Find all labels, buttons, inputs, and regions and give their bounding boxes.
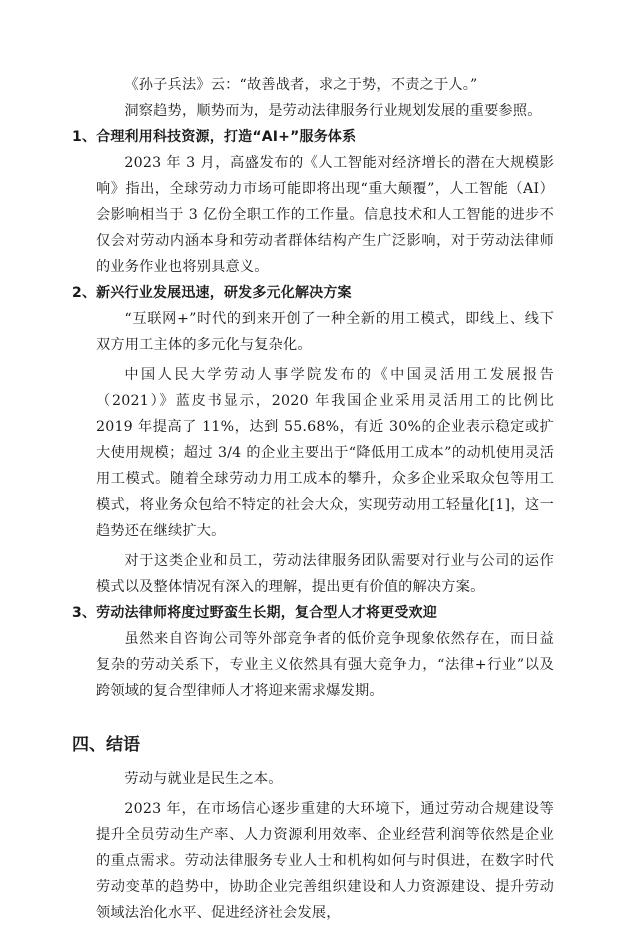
competition-paragraph: 虽然来自咨询公司等外部竞争者的低价竞争现象依然存在，而日益复杂的劳动关系下，专业主义依然具有强大竞争力，“法律+行业”以及跨领域的复合型律师人才将迎来需求爆发期。 [96,631,554,699]
conclusion-paragraph: 2023 年，在市场信心逐步重建的大环境下，通过劳动合规建设等提升全员劳动生产率、人力资源利用效率、企业经营利润等依然是企业的重点需求。劳动法律服务专业人士和机构如何与时俱进，在数字时代劳动变革的趋势中，协助企业完善组织建设和人力资源建设、提升劳动领域法治化水平、促进经济社会发展， [96,801,554,921]
section-conclusion-title: 四、结语 [72,735,140,755]
insight-paragraph: 洞察趋势，顺势而为，是劳动法律服务行业规划发展的重要参照。 [124,103,542,119]
ai-paragraph: 2023 年 3 月，高盛发布的《人工智能对经济增长的潜在大规模影响》指出，全球劳动力市场可能即将出现“重大颠覆”，人工智能（AI）会影响相当于 3 亿份全职工作的工作量。信息技术和人工智能的进步不仅会对劳动内涵本身和劳动者群体结构产生广泛影响，对于劳动法律师的业务作业也将别具意义。 [96,155,554,275]
heading-ai-service: 1、合理利用科技资源，打造“AI+”服务体系 [72,129,357,145]
solution-paragraph: 对于这类企业和员工，劳动法律服务团队需要对行业与公司的运作模式以及整体情况有深入的理解，提出更有价值的解决方案。 [96,553,554,595]
quote-paragraph: 《孙子兵法》云：“故善战者，求之于势，不责之于人。” [124,77,478,93]
livelihood-paragraph: 劳动与就业是民生之本。 [124,771,283,787]
internet-plus-paragraph: “互联网+”时代的到来开创了一种全新的用工模式，即线上、线下双方用工主体的多元化与复杂化。 [96,311,554,353]
heading-new-industry: 2、新兴行业发展迅速，研发多元化解决方案 [72,285,352,301]
heading-composite-talent: 3、劳动法律师将度过野蛮生长期，复合型人才将更受欢迎 [72,605,437,621]
flexible-employment-paragraph: 中国人民大学劳动人事学院发布的《中国灵活用工发展报告（2021）》蓝皮书显示，2020 年我国企业采用灵活用工的比例比 2019 年提高了 11%，达到 55.68%，有近 30%的企业表示稳定或扩大使用规模；超过 3/4 的企业主要出于“降低用工成本”的动机使用灵活用工模式。随着全球劳动力用工成本的攀升，众多企业采取众包等用工模式，将业务众包给不特定的社会大众，实现劳动用工轻量化[1]，这一趋势还在继续扩大。 [96,367,554,539]
